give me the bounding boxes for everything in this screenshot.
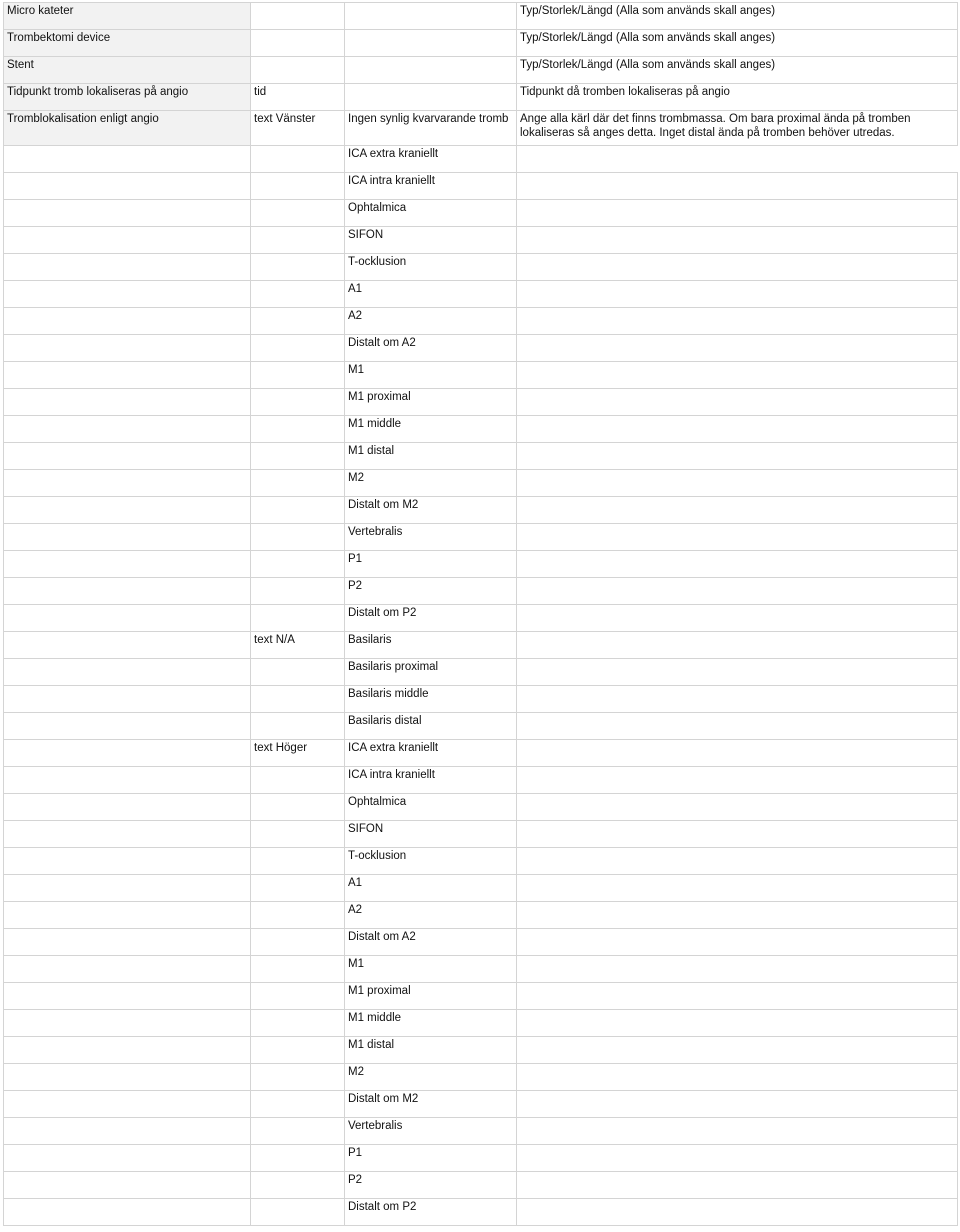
note-cell (517, 875, 958, 902)
field-name-cell (4, 578, 251, 605)
table-row (4, 983, 958, 1010)
table-row (4, 173, 958, 200)
note-cell (517, 1172, 958, 1199)
table-row (4, 146, 958, 173)
field-name-cell: Micro kateter (4, 3, 251, 30)
note-cell (517, 389, 958, 416)
note-cell (517, 227, 958, 254)
note-cell (517, 1199, 958, 1226)
note-cell (517, 551, 958, 578)
table-row (4, 30, 958, 57)
note-cell (517, 929, 958, 956)
option-cell: A1 (345, 875, 517, 902)
option-cell: M2 (345, 1064, 517, 1091)
option-cell (345, 57, 517, 84)
note-cell: Tidpunkt då tromben lokaliseras på angio (517, 84, 958, 111)
value-cell (251, 30, 345, 57)
field-name-cell (4, 308, 251, 335)
note-cell (517, 659, 958, 686)
group-cell (251, 605, 345, 632)
option-cell (345, 84, 517, 111)
table-row (4, 254, 958, 281)
group-cell (251, 281, 345, 308)
group-cell (251, 470, 345, 497)
note-cell (517, 443, 958, 470)
table-row (4, 470, 958, 497)
field-name-cell (4, 983, 251, 1010)
option-cell: Ingen synlig kvarvarande tromb (345, 111, 517, 146)
note-cell (517, 335, 958, 362)
table-row (4, 740, 958, 767)
table-row (4, 1064, 958, 1091)
group-cell (251, 1091, 345, 1118)
group-cell: text Höger (251, 740, 345, 767)
field-name-cell (4, 1118, 251, 1145)
table-row (4, 1118, 958, 1145)
note-cell (517, 821, 958, 848)
table-row (4, 578, 958, 605)
field-name-cell (4, 929, 251, 956)
field-name-cell (4, 362, 251, 389)
group-cell (251, 524, 345, 551)
note-cell (517, 1118, 958, 1145)
field-name-cell (4, 1010, 251, 1037)
option-cell: Basilaris middle (345, 686, 517, 713)
value-cell (251, 3, 345, 30)
table-row (4, 1145, 958, 1172)
note-cell (517, 794, 958, 821)
option-cell: A2 (345, 308, 517, 335)
note-cell (517, 983, 958, 1010)
table-row (4, 389, 958, 416)
option-cell: Distalt om P2 (345, 1199, 517, 1226)
table-row (4, 227, 958, 254)
option-cell (345, 30, 517, 57)
variable-table-body (4, 3, 958, 1226)
note-cell (517, 173, 958, 200)
option-cell: Distalt om M2 (345, 497, 517, 524)
field-name-cell (4, 173, 251, 200)
option-cell: Vertebralis (345, 524, 517, 551)
group-cell (251, 848, 345, 875)
option-cell: M1 middle (345, 1010, 517, 1037)
option-cell: M1 (345, 956, 517, 983)
group-cell (251, 929, 345, 956)
note-cell (517, 902, 958, 929)
table-row (4, 794, 958, 821)
group-cell (251, 308, 345, 335)
group-cell (251, 1172, 345, 1199)
field-name-cell: Tromblokalisation enligt angio (4, 111, 251, 146)
group-cell (251, 254, 345, 281)
group-cell (251, 1010, 345, 1037)
table-row (4, 929, 958, 956)
option-cell: P1 (345, 551, 517, 578)
table-row (4, 848, 958, 875)
field-name-cell (4, 821, 251, 848)
group-cell (251, 821, 345, 848)
note-cell (517, 1091, 958, 1118)
field-name-cell (4, 1037, 251, 1064)
option-cell: Distalt om A2 (345, 335, 517, 362)
field-name-cell (4, 740, 251, 767)
group-cell (251, 335, 345, 362)
field-name-cell (4, 1064, 251, 1091)
field-name-cell (4, 713, 251, 740)
option-cell: M2 (345, 470, 517, 497)
option-cell: Ophtalmica (345, 794, 517, 821)
field-name-cell (4, 605, 251, 632)
note-cell (517, 308, 958, 335)
group-cell (251, 956, 345, 983)
group-cell (251, 659, 345, 686)
table-row (4, 524, 958, 551)
group-cell (251, 416, 345, 443)
group-cell (251, 1118, 345, 1145)
option-cell: P2 (345, 578, 517, 605)
table-row (4, 875, 958, 902)
table-row (4, 902, 958, 929)
table-row (4, 551, 958, 578)
note-cell (517, 254, 958, 281)
table-row (4, 605, 958, 632)
table-row (4, 443, 958, 470)
group-cell (251, 983, 345, 1010)
table-row (4, 821, 958, 848)
field-name-cell (4, 1091, 251, 1118)
option-cell: T-ocklusion (345, 254, 517, 281)
field-name-cell (4, 335, 251, 362)
group-cell (251, 227, 345, 254)
option-cell: Distalt om P2 (345, 605, 517, 632)
table-row (4, 686, 958, 713)
option-cell: Basilaris distal (345, 713, 517, 740)
group-cell (251, 200, 345, 227)
table-row (4, 200, 958, 227)
field-name-cell (4, 767, 251, 794)
group-cell (251, 443, 345, 470)
field-name-cell (4, 254, 251, 281)
group-cell (251, 713, 345, 740)
note-cell (517, 200, 958, 227)
table-row (4, 3, 958, 30)
field-name-cell (4, 902, 251, 929)
table-row (4, 308, 958, 335)
option-cell: T-ocklusion (345, 848, 517, 875)
field-name-cell: Tidpunkt tromb lokaliseras på angio (4, 84, 251, 111)
group-cell (251, 1037, 345, 1064)
group-cell (251, 551, 345, 578)
table-row (4, 57, 958, 84)
option-cell: SIFON (345, 227, 517, 254)
note-cell (517, 686, 958, 713)
option-cell: ICA intra kraniellt (345, 173, 517, 200)
field-name-cell (4, 686, 251, 713)
group-cell (251, 875, 345, 902)
note-cell (517, 146, 958, 173)
group-cell (251, 794, 345, 821)
note-cell (517, 956, 958, 983)
table-row (4, 767, 958, 794)
note-cell (517, 362, 958, 389)
note-cell: Ange alla kärl där det finns trombmassa. Om bara proximal ända på tromben lokaliseras så anges detta. Inget distal ända på tromben behöver utredas. (517, 111, 958, 146)
value-cell: tid (251, 84, 345, 111)
option-cell: A1 (345, 281, 517, 308)
option-cell: P2 (345, 1172, 517, 1199)
group-cell (251, 173, 345, 200)
group-cell (251, 1064, 345, 1091)
field-name-cell (4, 470, 251, 497)
note-cell (517, 578, 958, 605)
note-cell (517, 470, 958, 497)
field-name-cell (4, 497, 251, 524)
note-cell (517, 713, 958, 740)
note-cell (517, 605, 958, 632)
group-cell (251, 1145, 345, 1172)
field-name-cell (4, 848, 251, 875)
group-cell: text N/A (251, 632, 345, 659)
option-cell: Basilaris proximal (345, 659, 517, 686)
field-name-cell (4, 146, 251, 173)
variable-table (3, 2, 958, 1226)
table-row (4, 416, 958, 443)
option-cell: M1 distal (345, 1037, 517, 1064)
option-cell: M1 distal (345, 443, 517, 470)
field-name-cell: Trombektomi device (4, 30, 251, 57)
option-cell: ICA extra kraniellt (345, 146, 517, 173)
table-row (4, 1172, 958, 1199)
table-row (4, 111, 958, 146)
table-row (4, 659, 958, 686)
option-cell: Vertebralis (345, 1118, 517, 1145)
option-cell: ICA intra kraniellt (345, 767, 517, 794)
option-cell: M1 (345, 362, 517, 389)
field-name-cell (4, 281, 251, 308)
option-cell: M1 middle (345, 416, 517, 443)
table-row (4, 1091, 958, 1118)
field-name-cell (4, 200, 251, 227)
note-cell: Typ/Storlek/Längd (Alla som används skall anges) (517, 3, 958, 30)
option-cell: M1 proximal (345, 389, 517, 416)
note-cell (517, 848, 958, 875)
group-cell (251, 902, 345, 929)
note-cell (517, 1010, 958, 1037)
table-row (4, 362, 958, 389)
note-cell (517, 497, 958, 524)
table-row (4, 84, 958, 111)
note-cell: Typ/Storlek/Längd (Alla som används skall anges) (517, 57, 958, 84)
field-name-cell (4, 956, 251, 983)
option-cell: Distalt om M2 (345, 1091, 517, 1118)
table-row (4, 632, 958, 659)
table-row (4, 1037, 958, 1064)
note-cell (517, 767, 958, 794)
note-cell (517, 632, 958, 659)
group-cell (251, 578, 345, 605)
option-cell (345, 3, 517, 30)
field-name-cell: Stent (4, 57, 251, 84)
note-cell (517, 1064, 958, 1091)
field-name-cell (4, 632, 251, 659)
note-cell (517, 524, 958, 551)
note-cell (517, 1037, 958, 1064)
option-cell: A2 (345, 902, 517, 929)
group-cell (251, 767, 345, 794)
table-row (4, 1010, 958, 1037)
table-row (4, 956, 958, 983)
option-cell: ICA extra kraniellt (345, 740, 517, 767)
field-name-cell (4, 1199, 251, 1226)
field-name-cell (4, 389, 251, 416)
group-cell (251, 497, 345, 524)
field-name-cell (4, 1145, 251, 1172)
note-cell (517, 740, 958, 767)
field-name-cell (4, 551, 251, 578)
field-name-cell (4, 443, 251, 470)
option-cell: Ophtalmica (345, 200, 517, 227)
note-cell (517, 281, 958, 308)
field-name-cell (4, 227, 251, 254)
option-cell: SIFON (345, 821, 517, 848)
table-row (4, 713, 958, 740)
table-row (4, 1199, 958, 1226)
note-cell: Typ/Storlek/Längd (Alla som används skall anges) (517, 30, 958, 57)
field-name-cell (4, 794, 251, 821)
field-name-cell (4, 524, 251, 551)
option-cell: P1 (345, 1145, 517, 1172)
table-row (4, 497, 958, 524)
group-cell (251, 362, 345, 389)
table-row (4, 281, 958, 308)
group-cell (251, 146, 345, 173)
field-name-cell (4, 659, 251, 686)
option-cell: Basilaris (345, 632, 517, 659)
value-cell (251, 57, 345, 84)
field-name-cell (4, 875, 251, 902)
group-cell (251, 389, 345, 416)
group-cell (251, 1199, 345, 1226)
field-name-cell (4, 1172, 251, 1199)
table-row (4, 335, 958, 362)
note-cell (517, 1145, 958, 1172)
group-cell (251, 686, 345, 713)
note-cell (517, 416, 958, 443)
option-cell: M1 proximal (345, 983, 517, 1010)
field-name-cell (4, 416, 251, 443)
option-cell: Distalt om A2 (345, 929, 517, 956)
value-cell: text Vänster (251, 111, 345, 146)
